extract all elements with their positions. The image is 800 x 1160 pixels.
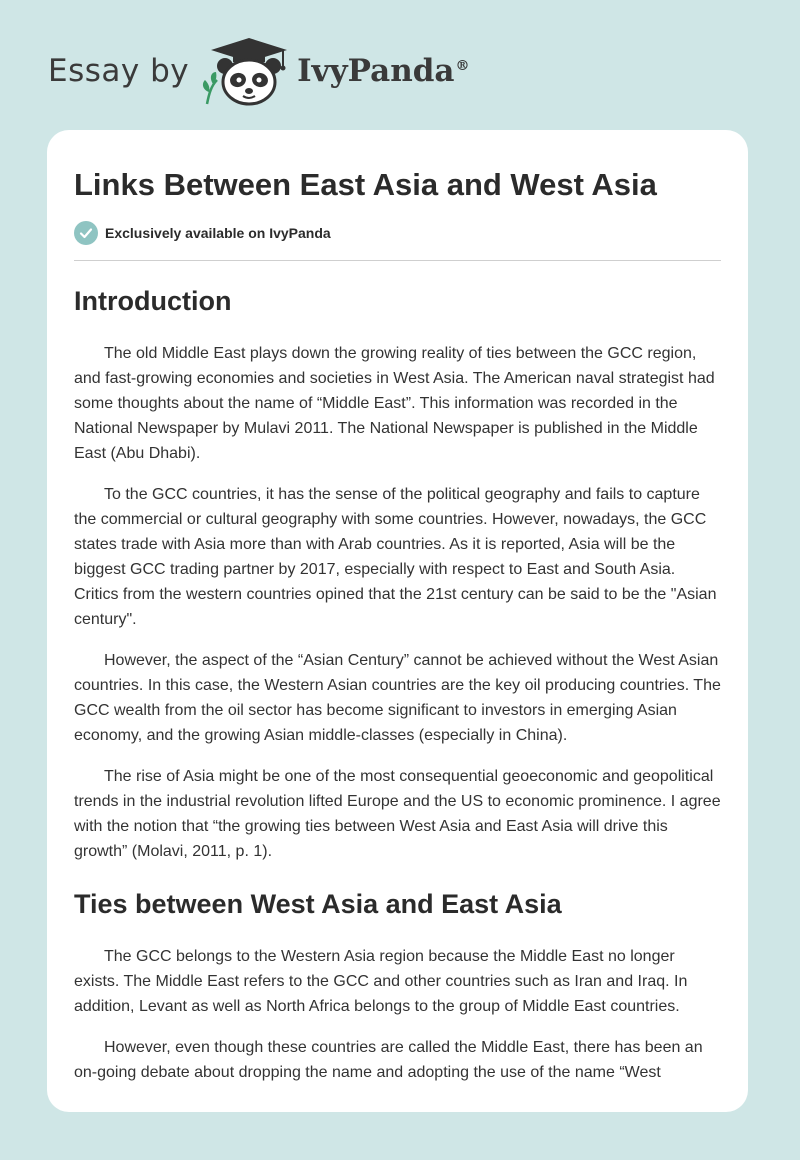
badge-text: Exclusively available on IvyPanda: [105, 225, 331, 241]
panda-graduate-icon: [199, 36, 291, 106]
paragraph: However, even though these countries are called the Middle East, there has been an on-going debate about dropping the name and adopting the use of the name “West: [74, 1039, 703, 1081]
paragraph: The rise of Asia might be one of the most consequential geoeconomic and geopolitical trends in the industrial revolution lifted Europe and the US to economic prominence. I agree with the notion that “the growing ties between West Asia and East Asia will drive this growth” (Molavi, 2011, p. 1).: [74, 768, 721, 860]
brand-prefix: Essay by: [48, 53, 190, 89]
paragraph: However, the aspect of the “Asian Century” cannot be achieved without the West Asian countries. In this case, the Western Asian countries are the key oil producing countries. The GCC wealth from the oil sector has become significant to investors in emerging Asian economy, and the growing Asian middle-classes (especially in China).: [74, 652, 721, 744]
divider: [74, 260, 721, 261]
essay-title: Links Between East Asia and West Asia: [74, 167, 657, 202]
paragraph: The GCC belongs to the Western Asia region because the Middle East no longer exists. The Middle East refers to the GCC and other countries such as Iran and Iraq. In addition, Levant as well as North Africa belongs to the group of Middle East countries.: [74, 948, 688, 1015]
brand-name: IvyPanda®: [297, 53, 470, 89]
brand-header[interactable]: [48, 36, 470, 106]
check-icon: [74, 221, 98, 245]
paragraph: The old Middle East plays down the growing reality of ties between the GCC region, and fast-growing economies and societies in West Asia. The American naval strategist had some thoughts about the name of “Middle East”. This information was recorded in the National Newspaper by Mulavi 2011. The National Newspaper is published in the Middle East (Abu Dhabi).: [74, 345, 715, 462]
exclusive-badge: [74, 220, 721, 246]
section-heading-introduction: Introduction: [74, 286, 232, 316]
paragraph: To the GCC countries, it has the sense of the political geography and fails to capture the commercial or cultural geography with some countries. However, nowadays, the GCC states trade with Asia more than with Arab countries. As it is reported, Asia will be the biggest GCC trading partner by 2017, especially with respect to East and South Asia. Critics from the western countries opined that the 21st century can be said to be the "Asian century".: [74, 486, 717, 628]
section-heading-ties: Ties between West Asia and East Asia: [74, 889, 562, 919]
essay-card: [47, 130, 748, 1112]
